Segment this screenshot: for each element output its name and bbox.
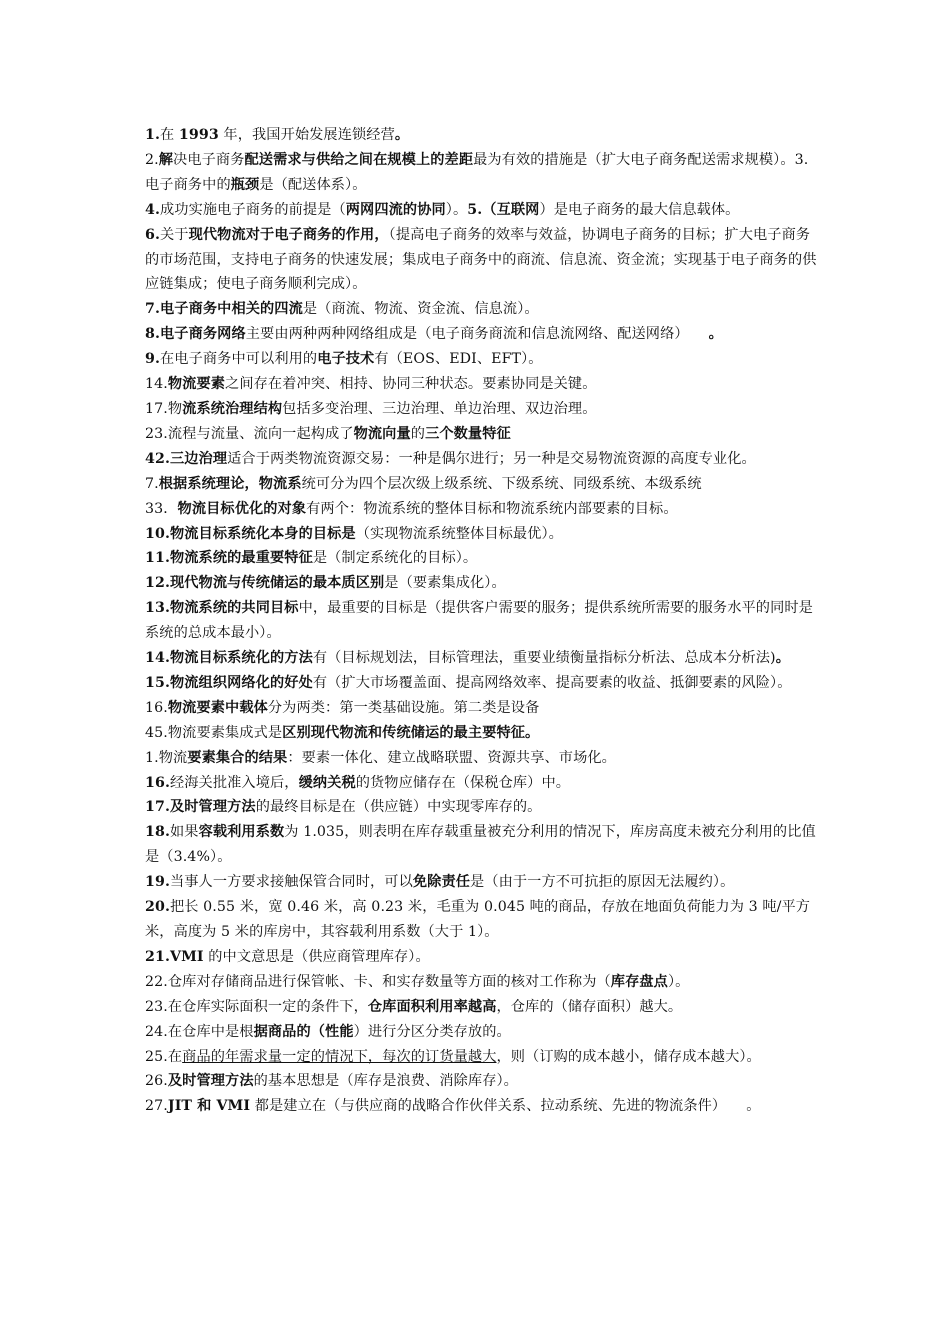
bold-text-run: 容载利用系数 [198,824,285,841]
bold-text-run: 42. [145,450,170,467]
bold-text-run: 16. [145,774,170,791]
bold-text-run: 7.电子商务中相关的四流 [145,301,303,318]
text-run: ，仓库的（储存面积）越大。 [496,998,683,1015]
paragraph [145,223,817,298]
text-run: 45.物流要素集成式是 [145,724,283,741]
paragraph [145,1020,817,1045]
text-run: 在电子商务中可以利用的 [160,351,318,368]
paragraph [145,472,817,497]
paragraph [145,297,817,322]
bold-text-run: 电子技术 [317,351,375,368]
bold-text-run: 据商品的（性能 [253,1023,354,1040]
text-run: ）。 [445,201,468,218]
text-run: 7. [145,475,159,492]
paragraph [145,497,817,522]
text-run: 有两个：物流系统的整体目标和物流系统内部要素的目标。 [306,500,678,517]
text-run: 16. [145,699,168,716]
bold-text-run: 15.物流组织网络化的好处 [145,674,313,691]
paragraph [145,795,817,820]
text-run: 关于 [160,226,189,243]
text-run: 把长 0.55 米，宽 0.46 米，高 0.23 米，毛重为 0.045 吨的商品，存放在地面负荷能力为 3 吨/平方米，高度为 5 米的库房中，其容载利用系数（大于 1）。 [145,899,811,940]
bold-text-run: 13.物流系统的共同目标 [145,600,299,617]
text-run: 25.在 [145,1048,183,1065]
paragraph [145,322,817,347]
text-run: 是（商流、物流、资金流、信息流）。 [302,301,539,318]
text-run: 成功实施电子商务的前提是（ [160,201,346,218]
bold-text-run: 6. [145,226,161,243]
bold-text-run: 1. [145,127,161,143]
text-run: 是（由于一方不可抗拒的原因无法履约）。 [470,874,735,891]
text-run: 1.物流 [145,749,188,766]
paragraph [145,995,817,1020]
text-run: 主要由两种两种网络组成是（电子商务商流和信息流网络、配送网络） [245,326,689,343]
underlined-text-run: 商品的年需求量一定的情况下，每次的订货量越大 [182,1048,497,1065]
bold-text-run: 。 [775,650,790,667]
text-run: 是（制定系统化的目标）。 [312,550,478,567]
bold-text-run: 19. [145,874,170,891]
bold-text-run: 物流要素 [167,376,226,393]
bold-text-run: 库存盘点 [610,973,668,990]
paragraph [145,746,817,771]
paragraph [145,970,817,995]
text-run: ）。 [667,973,690,990]
text-run: 22.仓库对存储商品进行保管帐、卡、和实存数量等方面的核对工作称为（ [145,973,611,990]
text-run: ）是电子商务的最大信息载体。 [539,201,740,218]
bold-text-run: 12.现代物流与传统储运的最本质区别 [145,575,385,592]
bold-text-run: 两网四流的协同 [345,201,446,218]
bold-text-run: JIT 和 VMI [167,1098,251,1115]
text-run: 的最终目标是在（供应链）中实现零库存的。 [255,799,542,816]
paragraph [145,1069,817,1094]
bold-text-run: 三个数量特征 [425,425,511,442]
bold-text-run: 物流目标优化的对象 [177,500,307,517]
text-run: 分为两类：第一类基础设施。第二类是设备 [267,699,540,716]
text-run: 最为有效的措施是（扩大电子商务配送需求规模）。3.电子商务中的 [145,151,809,193]
text-run: 的 [410,425,426,442]
paragraph [145,546,817,571]
paragraph [145,895,817,945]
document-body [145,123,817,1119]
paragraph [145,1094,817,1119]
bold-text-run: 4. [145,201,161,218]
text-run: 包括多变治理、三边治理、单边治理、双边治理。 [282,400,597,417]
text-run: 的中文意思是（供应商管理库存）。 [203,948,430,965]
bold-text-run: 流系统治理结构 [182,400,283,417]
bold-text-run: 仓库面积利用率越高 [367,998,497,1015]
text-run: 33． [145,500,178,517]
text-run: 适合于两类物流资源交易：一种是偶尔进行；另一种是交易物流资源的高度专业化。 [227,450,756,467]
paragraph [145,198,817,223]
bold-text-run: 物流要素中载体 [167,699,268,716]
text-run: （提高电子商务的效率与效益，协调电子商务的目标；扩大电子商务的市场范围，支持电子商务的快速发展；集成电子商务中的商流、信息流、资金流；实现基于电子商务的供应链集成；使电子商务顺利完成）。 [145,226,817,293]
text-run: 的基本思想是（库存是浪费、消除库存）。 [253,1073,518,1090]
bold-text-run: 8.电子商务网络 [145,326,246,343]
bold-text-run: 17.及时管理方法 [145,799,256,816]
paragraph [145,596,817,646]
paragraph [145,820,817,870]
bold-text-run: 现代物流对于电子商务的作用， [188,226,389,243]
bold-text-run: 瓶颈 [230,176,260,193]
bold-text-run: 及时管理方法 [167,1073,254,1090]
bold-text-run: 5.（互联网 [467,201,540,218]
text-run: 17.物 [145,400,183,417]
bold-text-run: 14.物流目标系统化的方法 [145,650,313,667]
bold-text-run: 。 [708,326,723,343]
text-run: 如果 [169,824,199,841]
paragraph [145,397,817,422]
text-run: 是（要素集成化）。 [384,575,506,592]
text-run: 。 [746,1098,761,1115]
paragraph [145,571,817,596]
text-run: ）进行分区分类存放的。 [353,1023,511,1040]
text-run: （实现物流系统整体目标最优）。 [355,525,563,542]
text-run: 年，我国开始发展连锁经营 [218,127,395,143]
text-run: ：要素一体化、建立战略联盟、资源共享、市场化。 [287,749,616,766]
text-run: 之间存在着冲突、相持、协同三种状态。要素协同是关键。 [225,376,597,393]
paragraph [145,671,817,696]
text-run: 27. [145,1098,168,1115]
bold-text-run: 要素集合的结果 [187,749,288,766]
bold-text-run: 免除责任 [412,874,471,891]
bold-text-run: 10.物流目标系统化本身的目标是 [145,525,356,542]
text-run: 23.流程与流量、流向一起构成了 [145,425,354,442]
paragraph [145,522,817,547]
bold-text-run: 。 [394,127,410,143]
text-run: 都是建立在（与供应商的战略合作伙伴关系、拉动系统、先进的物流条件） [250,1098,727,1115]
paragraph [145,422,817,447]
bold-text-run: 三边治理 [169,450,228,467]
bold-text-run: 1993 [178,127,219,143]
paragraph [145,372,817,397]
paragraph [145,148,817,198]
text-run: 23.在仓库实际面积一定的条件下， [145,998,368,1015]
text-run: 统可分为四个层次级上级系统、下级系统、同级系统、本级系统 [301,475,702,492]
bold-text-run: 配送需求与供给之间在规模上的差距 [244,151,474,168]
paragraph [145,870,817,895]
text-run: 经海关批准入境后， [169,774,299,791]
text-run: ，则（订购的成本越小，储存成本越大）。 [496,1048,761,1065]
bold-text-run: 11.物流系统的最重要特征 [145,550,313,567]
text-run: 26. [145,1073,168,1090]
text-run: 是（配送体系）。 [259,176,367,193]
bold-text-run: 21.VMI [145,948,204,965]
bold-text-run: 18. [145,824,170,841]
bold-text-run: 区别现代物流和传统储运的最主要特征。 [282,724,540,741]
text-run: 有（EOS、EDI、EFT）。 [374,351,543,368]
bold-text-run: 缓纳关税 [298,774,356,791]
paragraph [145,945,817,970]
paragraph [145,721,817,746]
bold-text-run: 9. [145,351,161,368]
bold-text-run: 根据系统理论，物流系 [158,475,302,492]
paragraph [145,696,817,721]
text-run: 14. [145,376,168,393]
text-run: 中，最重要的目标是（提供客户需要的服务；提供系统所需要的服务水平的同时是系统的总成本最小）。 [145,600,813,642]
paragraph [145,646,817,671]
paragraph [145,123,817,148]
text-run: 决电子商务 [173,151,245,168]
bold-text-run: 解 [158,151,174,168]
bold-text-run: 20. [145,899,170,916]
paragraph [145,347,817,372]
text-run: 24.在仓库中是根 [145,1023,254,1040]
text-run: 为 1.035，则表明在库存载重量被充分利用的情况下，库房高度未被充分利用的比值是（3.4%）。 [145,824,816,866]
paragraph [145,771,817,796]
text-run: 的货物应储存在（保税仓库）中。 [355,774,571,791]
text-run: 2. [145,151,159,168]
text-run: 有（目标规划法，目标管理法，重要业绩衡量指标分析法、总成本分析法) [312,650,776,667]
text-run: 当事人一方要求接触保管合同时，可以 [169,874,413,891]
paragraph [145,447,817,472]
bold-text-run: 物流向量 [353,425,411,442]
text-run: 在 [160,127,179,143]
text-run: 有（扩大市场覆盖面、提高网络效率、提高要素的收益、抵御要素的风险）。 [312,674,792,691]
paragraph [145,1045,817,1070]
